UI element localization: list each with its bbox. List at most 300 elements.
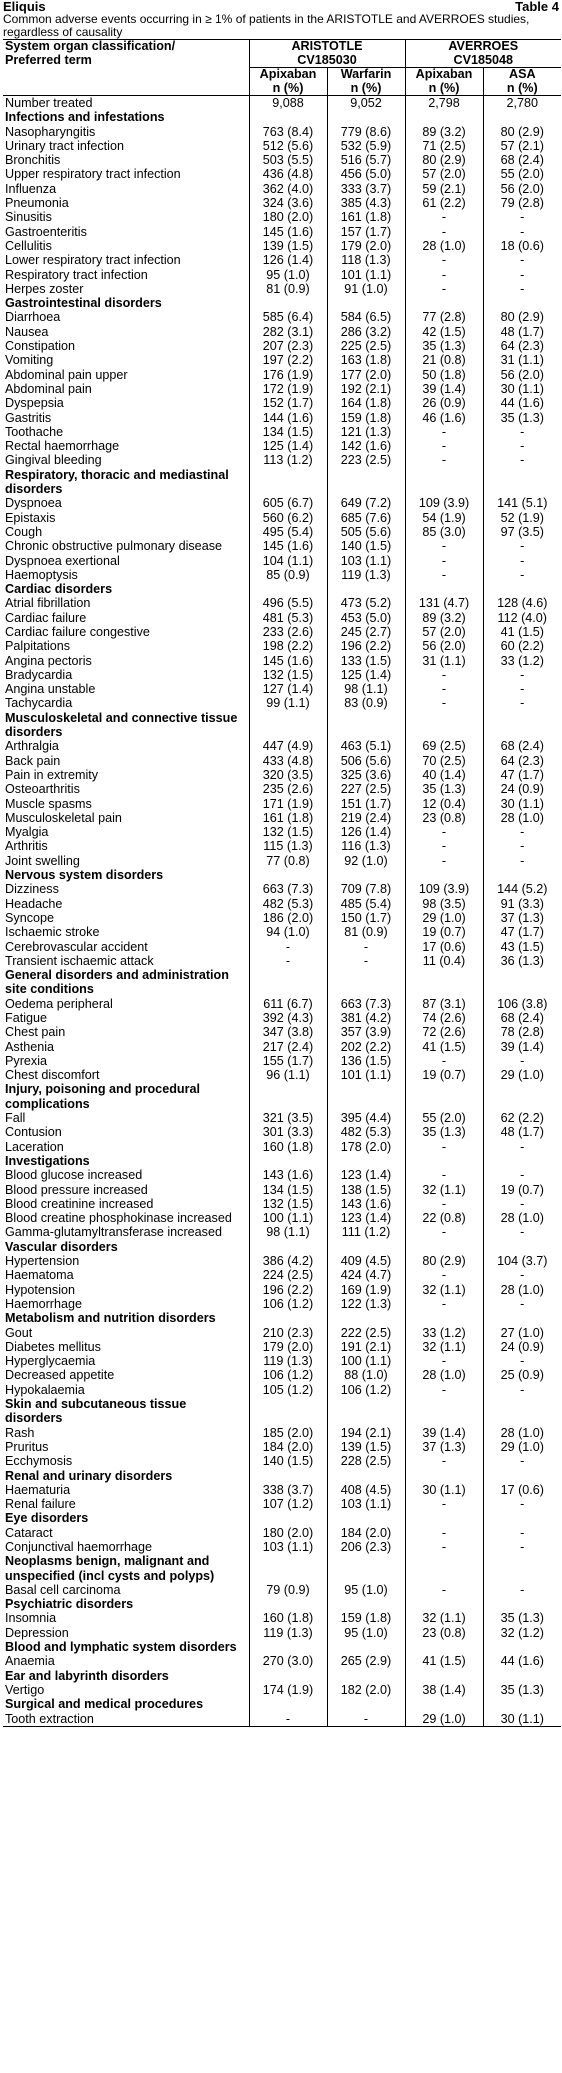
table-row [3, 1383, 561, 1397]
preferred-term: Blood creatinine increased [5, 1196, 154, 1211]
preferred-term: Pruritus [5, 1439, 49, 1454]
subheader-drug: ASA [508, 67, 536, 81]
value-cell: 197 (2.2) [249, 353, 327, 367]
subheader-unit: n (%) [506, 80, 538, 95]
category-row [3, 1697, 561, 1711]
value-cell: 112 (4.0) [483, 611, 561, 625]
preferred-term: Basal cell carcinoma [5, 1582, 121, 1597]
empty-cell [483, 1397, 561, 1426]
preferred-term: Tooth extraction [3, 1712, 249, 1727]
value-cell: 357 (3.9) [327, 1025, 405, 1039]
preferred-term: Cerebrovascular accident [5, 939, 148, 954]
preferred-term: Fall [5, 1111, 26, 1126]
column-header-term-line2: Preferred term [5, 52, 92, 67]
value-cell: 163 (1.8) [327, 353, 405, 367]
value-cell: 152 (1.7) [249, 396, 327, 410]
empty-cell [327, 1554, 405, 1583]
value-cell: - [405, 1454, 483, 1468]
value-cell: 301 (3.3) [249, 1125, 327, 1139]
value-cell: 98 (1.1) [327, 682, 405, 696]
value-cell: 37 (1.3) [405, 1440, 483, 1454]
value-cell: 122 (1.3) [327, 1297, 405, 1311]
value-cell: - [405, 439, 483, 453]
value-cell: 39 (1.4) [405, 1426, 483, 1440]
value-cell: - [405, 1140, 483, 1154]
value-cell: 320 (3.5) [249, 768, 327, 782]
value-cell: - [483, 1297, 561, 1311]
value-cell: 123 (1.4) [327, 1168, 405, 1182]
preferred-term: Nausea [5, 324, 49, 339]
preferred-term: Abdominal pain upper [5, 367, 128, 382]
preferred-term: Gout [5, 1325, 33, 1340]
value-cell: 30 (1.1) [405, 1483, 483, 1497]
table-row [3, 625, 561, 639]
value-cell: 123 (1.4) [327, 1211, 405, 1225]
value-cell: 44 (1.6) [483, 396, 561, 410]
value-cell: 385 (4.3) [327, 196, 405, 210]
value-cell: 80 (2.9) [405, 1254, 483, 1268]
value-cell: 176 (1.9) [249, 368, 327, 382]
value-cell: 103 (1.1) [327, 1497, 405, 1511]
preferred-term: Conjunctival haemorrhage [5, 1539, 153, 1554]
subheader-drug: Warfarin [340, 67, 392, 81]
table-row [3, 453, 561, 467]
value-cell: 157 (1.7) [327, 225, 405, 239]
value-cell: - [249, 1712, 327, 1727]
number-treated-row [3, 96, 561, 111]
value-cell: 41 (1.5) [405, 1654, 483, 1668]
preferred-term: Arthralgia [5, 739, 59, 754]
value-cell: 77 (2.8) [405, 310, 483, 324]
value-cell: 207 (2.3) [249, 339, 327, 353]
value-cell: 92 (1.0) [327, 854, 405, 868]
value-cell: 228 (2.5) [327, 1454, 405, 1468]
value-cell: - [405, 1583, 483, 1597]
value-cell: 68 (2.4) [483, 739, 561, 753]
value-cell: - [405, 1497, 483, 1511]
value-cell: 78 (2.8) [483, 1025, 561, 1039]
table-row [3, 940, 561, 954]
value-cell: 42 (1.5) [405, 325, 483, 339]
empty-cell [249, 711, 327, 740]
value-cell: 333 (3.7) [327, 182, 405, 196]
value-cell: 178 (2.0) [327, 1140, 405, 1154]
category-label: Injury, poisoning and procedural complications [5, 1082, 200, 1111]
value-cell: 35 (1.3) [483, 1683, 561, 1697]
value-cell: 111 (1.2) [327, 1225, 405, 1239]
value-cell: 245 (2.7) [327, 625, 405, 639]
preferred-term: Diabetes mellitus [5, 1339, 101, 1354]
value-cell: 347 (3.8) [249, 1025, 327, 1039]
value-cell: 32 (1.2) [483, 1626, 561, 1640]
table-row [3, 839, 561, 853]
value-cell: - [483, 568, 561, 582]
category-row [3, 1640, 561, 1654]
category-row [3, 468, 561, 497]
table-label: Table 4 [515, 0, 559, 14]
preferred-term: Blood glucose increased [5, 1168, 143, 1183]
value-cell: 35 (1.3) [405, 1125, 483, 1139]
table-row [3, 167, 561, 181]
value-cell: - [405, 1268, 483, 1282]
table-row [3, 1283, 561, 1297]
table-row [3, 1268, 561, 1282]
value-cell: 150 (1.7) [327, 911, 405, 925]
value-cell: 663 (7.3) [327, 997, 405, 1011]
preferred-term: Joint swelling [5, 853, 80, 868]
value-cell: 79 (0.9) [249, 1583, 327, 1597]
empty-cell [327, 1311, 405, 1325]
preferred-term: Transient ischaemic attack [5, 953, 154, 968]
value-cell: 185 (2.0) [249, 1426, 327, 1440]
table-row [3, 1426, 561, 1440]
value-cell: 64 (2.3) [483, 339, 561, 353]
value-cell: 96 (1.1) [249, 1068, 327, 1082]
value-cell: 44 (1.6) [483, 1654, 561, 1668]
value-cell: 74 (2.6) [405, 1011, 483, 1025]
value-cell: 685 (7.6) [327, 511, 405, 525]
table-row [3, 554, 561, 568]
value-cell: - [483, 854, 561, 868]
value-cell: 29 (1.0) [483, 1068, 561, 1082]
empty-cell [483, 1554, 561, 1583]
preferred-term: Urinary tract infection [5, 138, 124, 153]
preferred-term: Upper respiratory tract infection [5, 167, 181, 182]
value-cell: - [405, 1526, 483, 1540]
value-cell: 321 (3.5) [249, 1111, 327, 1125]
value-cell: - [405, 453, 483, 467]
value-cell: 37 (1.3) [483, 911, 561, 925]
preferred-term: Laceration [5, 1139, 64, 1154]
value-cell: 40 (1.4) [405, 768, 483, 782]
product-name: Eliquis [3, 0, 46, 14]
empty-cell [405, 1511, 483, 1525]
preferred-term: Gamma-glutamyltransferase increased [5, 1225, 222, 1240]
empty-cell [405, 1082, 483, 1111]
value-cell: 126 (1.4) [327, 825, 405, 839]
value-cell: - [405, 539, 483, 553]
table-row [3, 496, 561, 510]
value-cell: - [483, 696, 561, 710]
value-cell: 386 (4.2) [249, 1254, 327, 1268]
table-row [3, 153, 561, 167]
preferred-term: Gingival bleeding [5, 453, 102, 468]
value-cell: 54 (1.9) [405, 511, 483, 525]
preferred-term: Chest discomfort [5, 1068, 100, 1083]
value-cell: - [483, 682, 561, 696]
table-row [3, 282, 561, 296]
table-row [3, 654, 561, 668]
value-cell: 12 (0.4) [405, 797, 483, 811]
value-cell: 560 (6.2) [249, 511, 327, 525]
value-cell: 119 (1.3) [249, 1354, 327, 1368]
empty-cell [249, 1240, 327, 1254]
value-cell: 424 (4.7) [327, 1268, 405, 1282]
value-cell: 28 (1.0) [483, 811, 561, 825]
value-cell: 35 (1.3) [405, 339, 483, 353]
value-cell: 161 (1.8) [249, 811, 327, 825]
value-cell: 225 (2.5) [327, 339, 405, 353]
value-cell: 29 (1.0) [483, 1440, 561, 1454]
value-cell: 30 (1.1) [483, 1712, 561, 1727]
table-row [3, 382, 561, 396]
table-row [3, 1326, 561, 1340]
group-header-averroes [405, 40, 561, 68]
table-row [3, 325, 561, 339]
empty-cell [405, 1469, 483, 1483]
empty-cell [483, 296, 561, 310]
value-cell: 516 (5.7) [327, 153, 405, 167]
table-row [3, 1454, 561, 1468]
preferred-term: Asthenia [5, 1039, 55, 1054]
table-body [3, 96, 561, 1727]
preferred-term: Dizziness [5, 882, 59, 897]
value-cell: 408 (4.5) [327, 1483, 405, 1497]
value-cell: 196 (2.2) [327, 639, 405, 653]
value-cell: 433 (4.8) [249, 754, 327, 768]
value-cell: 56 (2.0) [483, 368, 561, 382]
table-row [3, 196, 561, 210]
table-row [3, 1068, 561, 1082]
value-cell: 33 (1.2) [405, 1326, 483, 1340]
value-cell: 79 (2.8) [483, 196, 561, 210]
empty-cell [405, 1554, 483, 1583]
empty-cell [249, 1597, 327, 1611]
table-row [3, 611, 561, 625]
preferred-term: Vertigo [5, 1682, 45, 1697]
value-cell: - [483, 1454, 561, 1468]
value-cell: 28 (1.0) [405, 239, 483, 253]
table-row [3, 425, 561, 439]
preferred-term: Insomnia [5, 1611, 57, 1626]
value-cell: 95 (1.0) [327, 1626, 405, 1640]
table-row [3, 1497, 561, 1511]
category-label: Neoplasms benign, malignant and unspecified (incl cysts and polyps) [5, 1554, 215, 1583]
table-row [3, 1526, 561, 1540]
value-cell: 43 (1.5) [483, 940, 561, 954]
value-cell: 496 (5.5) [249, 596, 327, 610]
value-cell: 133 (1.5) [327, 654, 405, 668]
value-cell: 100 (1.1) [249, 1211, 327, 1225]
table-row [3, 882, 561, 896]
preferred-term: Vomiting [5, 353, 54, 368]
value-cell: 121 (1.3) [327, 425, 405, 439]
value-cell: 142 (1.6) [327, 439, 405, 453]
preferred-term: Herpes zoster [5, 281, 84, 296]
preferred-term: Ecchymosis [5, 1454, 73, 1469]
value-cell: 91 (3.3) [483, 897, 561, 911]
value-cell: 55 (2.0) [405, 1111, 483, 1125]
preferred-term: Chronic obstructive pulmonary disease [5, 539, 222, 554]
value-cell: 68 (2.4) [483, 153, 561, 167]
value-cell: 26 (0.9) [405, 396, 483, 410]
empty-cell [327, 1697, 405, 1711]
table-row [3, 1011, 561, 1025]
value-cell: 29 (1.0) [405, 911, 483, 925]
empty-cell [405, 110, 483, 124]
empty-cell [327, 296, 405, 310]
value-cell: - [405, 682, 483, 696]
value-cell: 98 (1.1) [249, 1225, 327, 1239]
value-cell: 172 (1.9) [249, 382, 327, 396]
table-row [3, 1054, 561, 1068]
value-cell: 169 (1.9) [327, 1283, 405, 1297]
empty-cell [405, 1240, 483, 1254]
value-cell: 159 (1.8) [327, 411, 405, 425]
preferred-term: Hypokalaemia [5, 1382, 85, 1397]
value-cell: 46 (1.6) [405, 411, 483, 425]
value-cell: 31 (1.1) [405, 654, 483, 668]
value-cell: 70 (2.5) [405, 754, 483, 768]
value-cell: 88 (1.0) [327, 1368, 405, 1382]
category-label: Cardiac disorders [5, 582, 113, 597]
value-cell: 482 (5.3) [327, 1125, 405, 1139]
value-cell: 143 (1.6) [327, 1197, 405, 1211]
table-row [3, 1225, 561, 1239]
table-row [3, 139, 561, 153]
value-cell: 28 (1.0) [483, 1426, 561, 1440]
table-row [3, 439, 561, 453]
value-cell: - [483, 1383, 561, 1397]
value-cell: 144 (5.2) [483, 882, 561, 896]
value-cell: 184 (2.0) [249, 1440, 327, 1454]
empty-cell [405, 1154, 483, 1168]
value-cell: - [405, 1197, 483, 1211]
value-cell: 105 (1.2) [249, 1383, 327, 1397]
group-code: CV185048 [453, 52, 514, 67]
table-row [3, 1540, 561, 1554]
value-cell: 177 (2.0) [327, 368, 405, 382]
preferred-term: Dyspnoea exertional [5, 553, 120, 568]
empty-cell [249, 868, 327, 882]
value-cell: 28 (1.0) [483, 1283, 561, 1297]
table-caption: Common adverse events occurring in ≥ 1% of patients in the ARISTOTLE and AVERROES studies, regardless of causality [3, 12, 530, 39]
value-cell: - [483, 554, 561, 568]
category-row [3, 1154, 561, 1168]
value-cell: 55 (2.0) [483, 167, 561, 181]
table-row [3, 368, 561, 382]
value-cell: - [405, 825, 483, 839]
value-cell: 436 (4.8) [249, 167, 327, 181]
table-row [3, 1040, 561, 1054]
value-cell: 131 (4.7) [405, 596, 483, 610]
preferred-term: Dyspepsia [5, 396, 64, 411]
empty-cell [327, 1082, 405, 1111]
table-row [3, 568, 561, 582]
table-row [3, 210, 561, 224]
value-cell: 85 (3.0) [405, 525, 483, 539]
value-cell: 11 (0.4) [405, 954, 483, 968]
value-cell: 196 (2.2) [249, 1283, 327, 1297]
value-cell: 532 (5.9) [327, 139, 405, 153]
value-cell: 106 (1.2) [327, 1383, 405, 1397]
value-cell: 222 (2.5) [327, 1326, 405, 1340]
empty-cell [483, 468, 561, 497]
value-cell: 77 (0.8) [249, 854, 327, 868]
empty-cell [483, 1511, 561, 1525]
table-row [3, 925, 561, 939]
value-cell: 69 (2.5) [405, 739, 483, 753]
table-row [3, 911, 561, 925]
value-cell: 85 (0.9) [249, 568, 327, 582]
value-cell: 125 (1.4) [327, 668, 405, 682]
value-cell: - [249, 954, 327, 968]
preferred-term: Hypotension [5, 1282, 76, 1297]
empty-cell [483, 1669, 561, 1683]
table-row [3, 811, 561, 825]
preferred-term: Angina unstable [5, 682, 96, 697]
empty-cell [483, 1082, 561, 1111]
preferred-term: Cellulitis [5, 238, 52, 253]
preferred-term: Rash [5, 1425, 35, 1440]
value-cell: - [405, 1354, 483, 1368]
value-cell: - [483, 1354, 561, 1368]
value-cell: 270 (3.0) [249, 1654, 327, 1668]
table-row [3, 696, 561, 710]
value-cell: - [483, 439, 561, 453]
empty-cell [483, 1597, 561, 1611]
value-cell: 56 (2.0) [405, 639, 483, 653]
empty-cell [327, 1469, 405, 1483]
value-cell: 605 (6.7) [249, 496, 327, 510]
value-cell: - [405, 568, 483, 582]
empty-cell [483, 1154, 561, 1168]
table-row [3, 1368, 561, 1382]
empty-cell [405, 968, 483, 997]
empty-cell [405, 1697, 483, 1711]
value-cell: 463 (5.1) [327, 739, 405, 753]
value-cell: 32 (1.1) [405, 1611, 483, 1625]
category-row [3, 110, 561, 124]
value-cell: 119 (1.3) [249, 1626, 327, 1640]
subheader-aristotle-warfarin [327, 68, 405, 96]
value-cell: 179 (2.0) [327, 239, 405, 253]
empty-cell [483, 582, 561, 596]
table-row [3, 825, 561, 839]
table-row [3, 525, 561, 539]
value-cell: 29 (1.0) [405, 1712, 483, 1727]
subheader-averroes-asa [483, 68, 561, 96]
value-cell: 140 (1.5) [327, 539, 405, 553]
category-label: Ear and labyrinth disorders [5, 1668, 169, 1683]
empty-cell [483, 1469, 561, 1483]
value-cell: 456 (5.0) [327, 167, 405, 181]
adverse-events-table [3, 39, 561, 1727]
value-cell: 125 (1.4) [249, 439, 327, 453]
value-cell: 395 (4.4) [327, 1111, 405, 1125]
category-label: Nervous system disorders [5, 868, 164, 883]
value-cell: 392 (4.3) [249, 1011, 327, 1025]
preferred-term: Fatigue [5, 1011, 48, 1025]
value-cell: 151 (1.7) [327, 797, 405, 811]
preferred-term: Haemoptysis [5, 567, 78, 582]
category-row [3, 296, 561, 310]
table-row [3, 125, 561, 139]
value-cell: 30 (1.1) [483, 382, 561, 396]
value-cell: 160 (1.8) [249, 1611, 327, 1625]
value-cell: 62 (2.2) [483, 1111, 561, 1125]
value-cell: 219 (2.4) [327, 811, 405, 825]
value-cell: 47 (1.7) [483, 768, 561, 782]
value-cell: 503 (5.5) [249, 153, 327, 167]
value-cell: 116 (1.3) [327, 839, 405, 853]
empty-cell [327, 868, 405, 882]
value-cell: 143 (1.6) [249, 1168, 327, 1182]
preferred-term: Ischaemic stroke [5, 925, 100, 940]
value-cell: 180 (2.0) [249, 210, 327, 224]
value-cell: 161 (1.8) [327, 210, 405, 224]
value-cell: 210 (2.3) [249, 1326, 327, 1340]
